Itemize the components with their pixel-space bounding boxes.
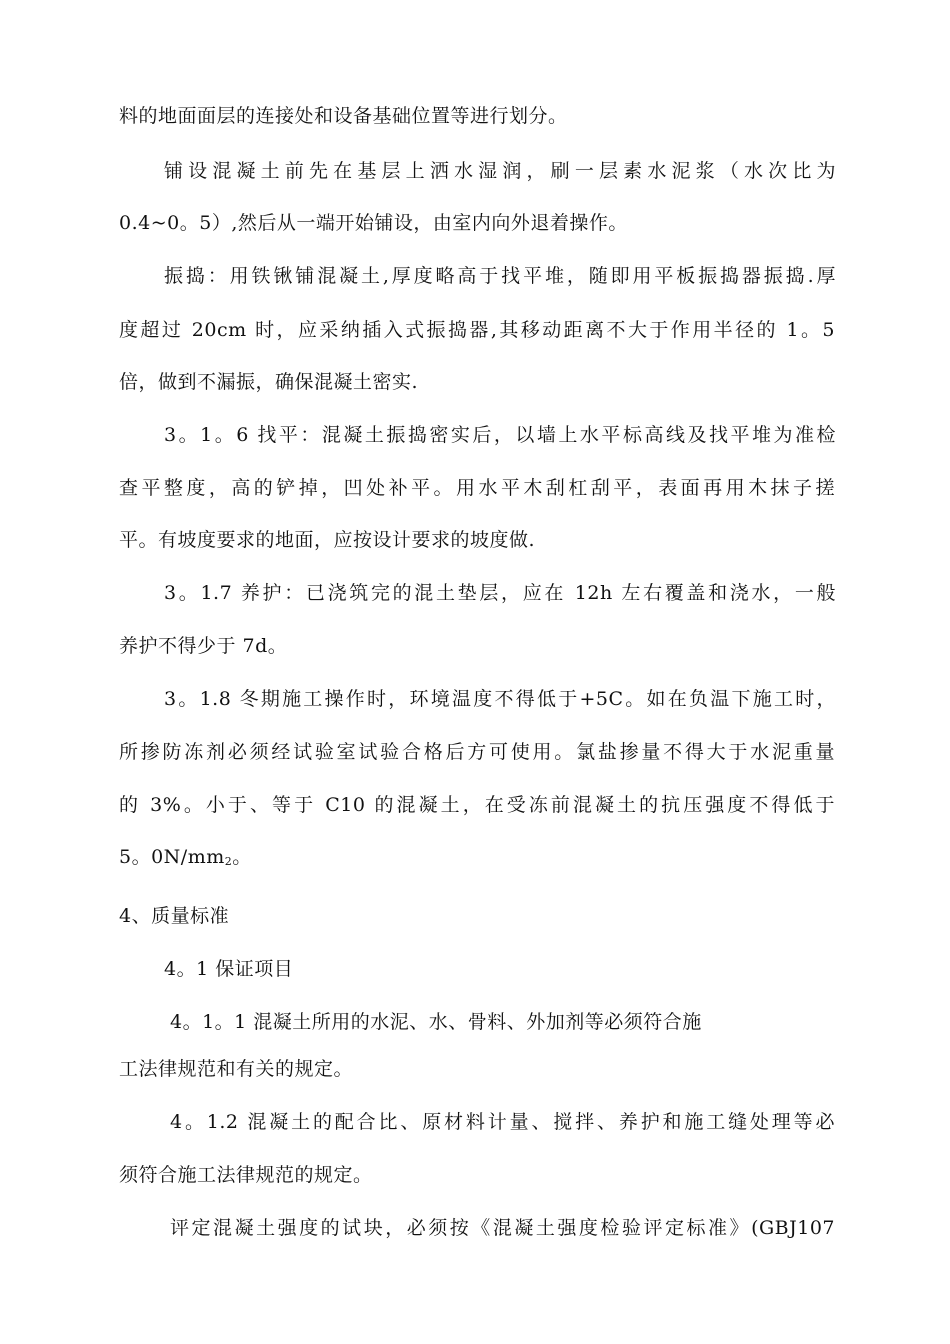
section-heading: 4、质量标准 [119, 905, 230, 927]
text-line-20: 4。1.2 混凝土的配合比、原材料计量、搅拌、养护和施工缝处理等必 [170, 1111, 835, 1133]
text-line-22: 评定混凝土强度的试块，必须按《混凝土强度检验评定标准》(GBJ107 [170, 1217, 835, 1239]
text-line-5: 度超过 20cm 时，应采纳插入式振捣器,其移动距离不大于作用半径的 1。5 [119, 319, 835, 341]
unit-value: 5。0N/mm [119, 846, 225, 868]
text-line-13: 所掺防冻剂必须经试验室试验合格后方可使用。氯盐掺量不得大于水泥重量 [119, 741, 835, 763]
text-line-2: 铺设混凝土前先在基层上洒水湿润，刷一层素水泥浆（水次比为 [164, 160, 836, 182]
unit-tail: 。 [232, 846, 252, 868]
subsection-heading: 4。1 保证项目 [164, 958, 294, 980]
text-line-21: 须符合施工法律规范的规定。 [119, 1164, 373, 1186]
text-line-1: 料的地面面层的连接处和设备基础位置等进行划分。 [119, 105, 568, 127]
text-line-14: 的 3%。小于、等于 C10 的混凝土，在受冻前混凝土的抗压强度不得低于 [119, 794, 835, 816]
text-line-9: 平。有坡度要求的地面，应按设计要求的坡度做. [119, 529, 536, 551]
text-line-4: 振捣：用铁锹铺混凝土,厚度略高于找平堆，随即用平板振捣器振捣.厚 [164, 265, 836, 287]
unit-subscript: 2 [224, 855, 233, 868]
text-line-18: 4。1。1 混凝土所用的水泥、水、骨料、外加剂等必须符合施 [170, 1011, 702, 1033]
text-line-3: 0.4~0。5）,然后从一端开始铺设，由室内向外退着操作。 [119, 212, 628, 234]
text-line-7: 3。1。6 找平：混凝土振捣密实后，以墙上水平标高线及找平堆为准检 [164, 424, 836, 446]
text-line-10: 3。1.7 养护：已浇筑完的混土垫层，应在 12h 左右覆盖和浇水，一般 [164, 582, 836, 604]
text-line-15 [119, 843, 835, 871]
text-line-12: 3。1.8 冬期施工操作时，环境温度不得低于+5C。如在负温下施工时， [164, 688, 836, 710]
text-line-8: 查平整度，高的铲掉，凹处补平。用水平木刮杠刮平，表面再用木抹子搓 [119, 477, 835, 499]
text-line-19: 工法律规范和有关的规定。 [119, 1058, 354, 1080]
text-line-11: 养护不得少于 7d。 [119, 635, 288, 657]
text-line-6: 倍，做到不漏振，确保混凝土密实. [119, 371, 419, 393]
